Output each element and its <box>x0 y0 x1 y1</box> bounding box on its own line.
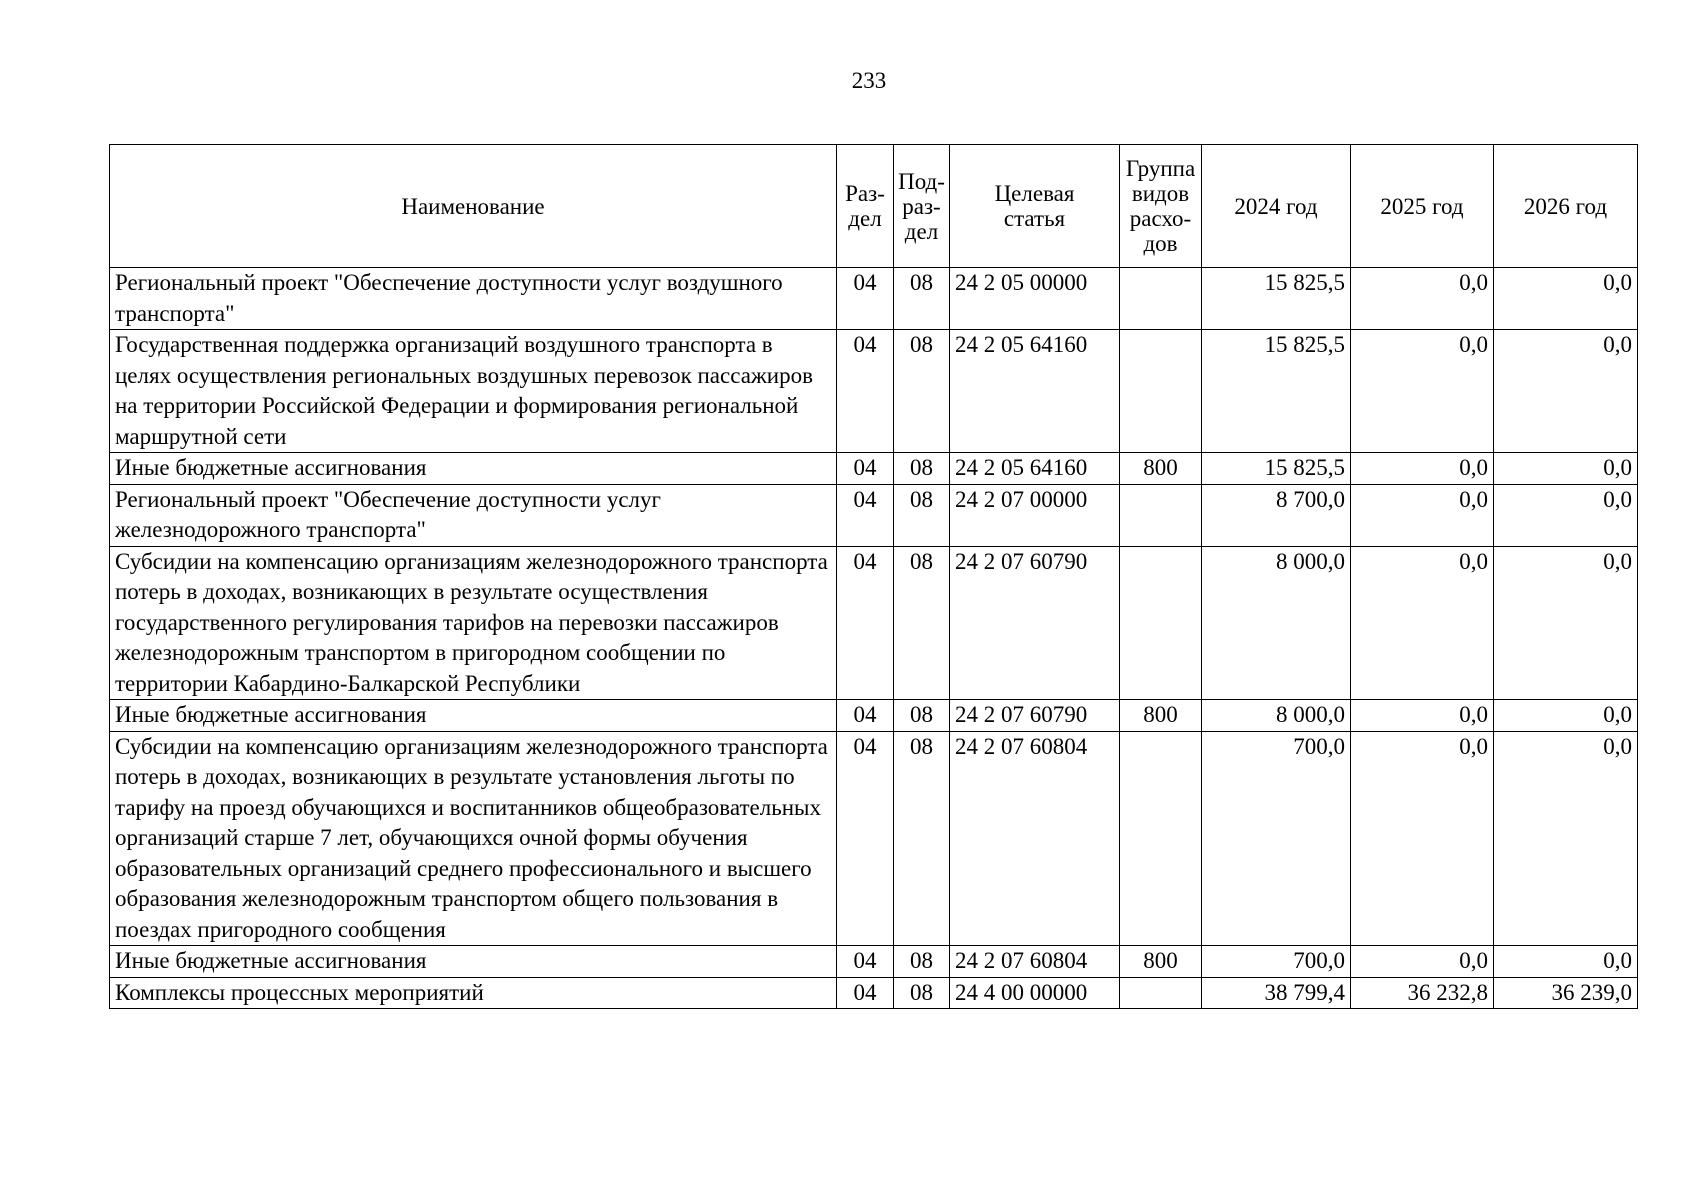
header-target-article <box>950 145 1120 268</box>
header-2026: 2026 год <box>1494 145 1638 268</box>
cell-target-article: 24 2 05 64160 <box>950 330 1120 453</box>
cell-target-article: 24 2 07 60804 <box>950 946 1120 978</box>
cell-name: Иные бюджетные ассигнования <box>110 453 837 485</box>
cell-subsection: 08 <box>894 546 950 700</box>
header-expense-group-label: Группа видов расхо- дов <box>1125 156 1196 256</box>
header-section <box>837 145 894 268</box>
cell-name: Иные бюджетные ассигнования <box>110 946 837 978</box>
table-row <box>110 546 1638 700</box>
cell-2024: 8 000,0 <box>1202 700 1351 732</box>
cell-section: 04 <box>837 268 894 330</box>
cell-target-article: 24 2 05 00000 <box>950 268 1120 330</box>
cell-2024: 38 799,4 <box>1202 977 1351 1009</box>
cell-2024: 8 700,0 <box>1202 484 1351 546</box>
cell-expense-group <box>1120 268 1202 330</box>
cell-section: 04 <box>837 731 894 946</box>
cell-expense-group <box>1120 731 1202 946</box>
cell-section: 04 <box>837 700 894 732</box>
cell-2025: 36 232,8 <box>1351 977 1494 1009</box>
cell-2026: 0,0 <box>1494 700 1638 732</box>
header-target-article-label: Целевая статья <box>994 181 1075 231</box>
cell-target-article: 24 2 07 60790 <box>950 700 1120 732</box>
header-name: Наименование <box>110 145 837 268</box>
cell-name: Региональный проект "Обеспечение доступности услуг железнодорожного транспорта" <box>110 484 837 546</box>
table-row <box>110 453 1638 485</box>
header-subsection <box>894 145 950 268</box>
cell-subsection: 08 <box>894 330 950 453</box>
table-body <box>110 268 1638 1009</box>
cell-2026: 0,0 <box>1494 453 1638 485</box>
budget-table <box>109 144 1638 1009</box>
cell-subsection: 08 <box>894 700 950 732</box>
cell-2026: 0,0 <box>1494 268 1638 330</box>
cell-subsection: 08 <box>894 268 950 330</box>
page-number: 233 <box>851 68 887 93</box>
cell-expense-group: 800 <box>1120 946 1202 978</box>
cell-2025: 0,0 <box>1351 484 1494 546</box>
table-row <box>110 731 1638 946</box>
table-header-row <box>110 145 1638 268</box>
cell-target-article: 24 2 05 64160 <box>950 453 1120 485</box>
table-row <box>110 977 1638 1009</box>
cell-subsection: 08 <box>894 977 950 1009</box>
cell-expense-group: 800 <box>1120 700 1202 732</box>
header-subsection-label: Под- раз- дел <box>898 168 945 244</box>
cell-2025: 0,0 <box>1351 946 1494 978</box>
cell-name: Субсидии на компенсацию организациям железнодорожного транспорта потерь в доходах, возникающих в результате установления льготы по тарифу на проезд обучающихся и воспитанников общеобразовательных организаций старше 7 лет, обучающихся очной формы обучения образовательных организаций среднего профессионального и высшего образования железнодорожным транспортом общего пользования в поездах пригородного сообщения <box>110 731 837 946</box>
cell-name: Региональный проект "Обеспечение доступности услуг воздушного транспорта" <box>110 268 837 330</box>
cell-2024: 15 825,5 <box>1202 453 1351 485</box>
cell-subsection: 08 <box>894 731 950 946</box>
cell-2026: 0,0 <box>1494 484 1638 546</box>
table-row <box>110 946 1638 978</box>
cell-section: 04 <box>837 977 894 1009</box>
header-section-label: Раз- дел <box>845 181 885 231</box>
cell-target-article: 24 4 00 00000 <box>950 977 1120 1009</box>
cell-name: Субсидии на компенсацию организациям железнодорожного транспорта потерь в доходах, возникающих в результате осуществления государственного регулирования тарифов на перевозки пассажиров железнодорожным транспортом в пригородном сообщении по территории Кабардино-Балкарской Республики <box>110 546 837 700</box>
cell-section: 04 <box>837 546 894 700</box>
cell-section: 04 <box>837 453 894 485</box>
cell-subsection: 08 <box>894 453 950 485</box>
table-row <box>110 330 1638 453</box>
cell-section: 04 <box>837 946 894 978</box>
cell-2025: 0,0 <box>1351 546 1494 700</box>
cell-subsection: 08 <box>894 484 950 546</box>
cell-2026: 0,0 <box>1494 731 1638 946</box>
cell-2026: 0,0 <box>1494 546 1638 700</box>
cell-expense-group: 800 <box>1120 453 1202 485</box>
cell-subsection: 08 <box>894 946 950 978</box>
cell-2024: 700,0 <box>1202 731 1351 946</box>
cell-expense-group <box>1120 546 1202 700</box>
table-row <box>110 268 1638 330</box>
cell-2026: 0,0 <box>1494 946 1638 978</box>
table-row <box>110 700 1638 732</box>
cell-section: 04 <box>837 484 894 546</box>
cell-expense-group <box>1120 977 1202 1009</box>
cell-2025: 0,0 <box>1351 453 1494 485</box>
cell-target-article: 24 2 07 60804 <box>950 731 1120 946</box>
cell-2025: 0,0 <box>1351 330 1494 453</box>
cell-name: Комплексы процессных мероприятий <box>110 977 837 1009</box>
header-expense-group <box>1120 145 1202 268</box>
cell-2024: 700,0 <box>1202 946 1351 978</box>
cell-expense-group <box>1120 330 1202 453</box>
cell-2024: 15 825,5 <box>1202 268 1351 330</box>
cell-2025: 0,0 <box>1351 731 1494 946</box>
cell-2026: 36 239,0 <box>1494 977 1638 1009</box>
cell-name: Иные бюджетные ассигнования <box>110 700 837 732</box>
cell-target-article: 24 2 07 60790 <box>950 546 1120 700</box>
cell-2025: 0,0 <box>1351 268 1494 330</box>
table-row <box>110 484 1638 546</box>
cell-2024: 15 825,5 <box>1202 330 1351 453</box>
cell-2024: 8 000,0 <box>1202 546 1351 700</box>
cell-section: 04 <box>837 330 894 453</box>
cell-2025: 0,0 <box>1351 700 1494 732</box>
cell-expense-group <box>1120 484 1202 546</box>
cell-name: Государственная поддержка организаций воздушного транспорта в целях осуществления региональных воздушных перевозок пассажиров на территории Российской Федерации и формирования региональной маршрутной сети <box>110 330 837 453</box>
header-2024: 2024 год <box>1202 145 1351 268</box>
cell-2026: 0,0 <box>1494 330 1638 453</box>
cell-target-article: 24 2 07 00000 <box>950 484 1120 546</box>
header-2025: 2025 год <box>1351 145 1494 268</box>
